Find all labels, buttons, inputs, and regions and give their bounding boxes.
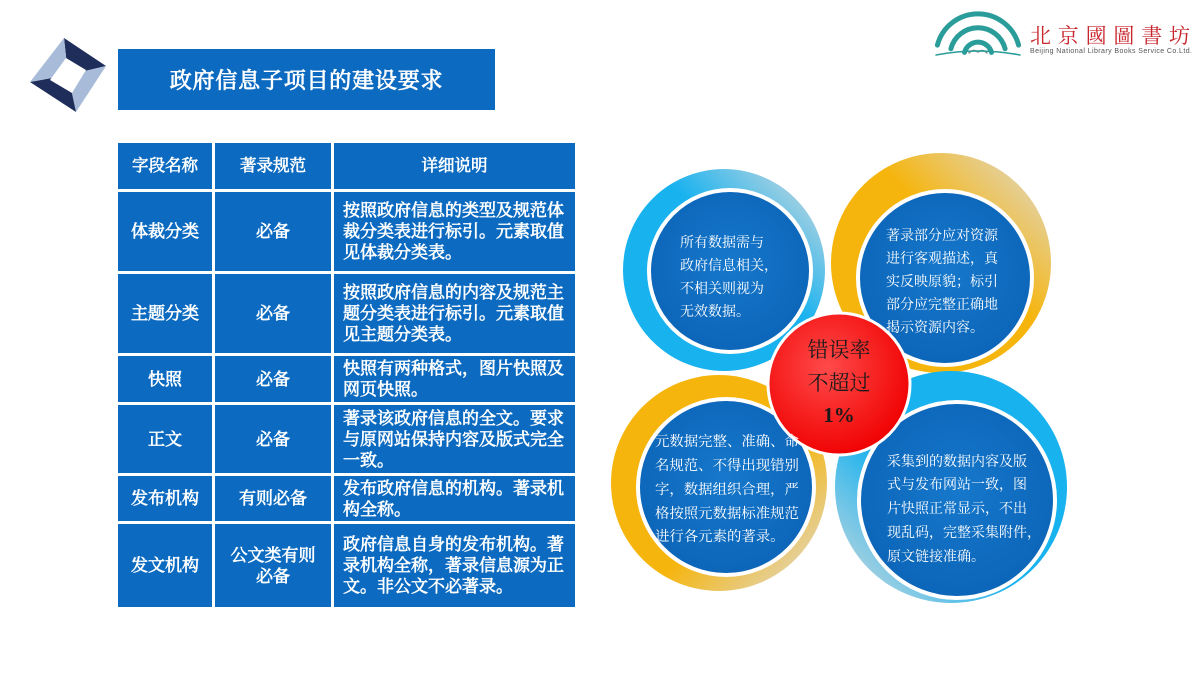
field-name: 发文机构 [131,556,199,575]
rule-value: 公文类有则必备 [230,545,316,586]
circle-text-line: 名规范、不得出现错别 [655,458,799,474]
detail-text: 按照政府信息的内容及规范主题分类表进行标引。元素取值见主题分类表。 [343,283,564,344]
circle-text-line: 现乱码，完整采集附件， [887,524,1041,540]
center-text-line: 1% [823,403,855,427]
table-cell-field [118,524,212,607]
header-rule: 著录规范 [240,156,306,175]
table-cell-detail [334,192,575,271]
rule-value: 必备 [256,304,290,323]
logo-arc-middle [951,28,1005,49]
table-header-cell [334,143,575,189]
detail-text: 按照政府信息的类型及规范体裁分类表进行标引。元素取值见体裁分类表。 [343,201,564,262]
center-text-line: 不超过 [807,371,871,395]
circle-text-line: 实反映原貌；标引 [886,273,998,289]
quality-requirements-diagram [600,140,1080,615]
table-cell-field [118,192,212,271]
logo-swoosh [936,51,1020,55]
diamond-arrows-icon [26,34,110,116]
circle-text-line: 式与发布网站一致，图 [887,476,1027,492]
table-cell-rule [215,192,331,271]
detail-text: 发布政府信息的机构。著录机构全称。 [343,478,564,519]
circle-text-line: 采集到的数据内容及版 [887,453,1027,469]
title-bar [118,49,495,110]
circle-text-line: 进行各元素的著录。 [655,529,785,545]
logo-name-cn: 北京國圖書坊 [1030,24,1190,48]
circle-text-line: 进行客观描述，真 [886,250,998,266]
circle-text-line: 部分应完整正确地 [886,296,998,312]
circle-text-line: 揭示资源内容。 [886,319,984,335]
table-cell-field [118,274,212,353]
requirements-table [118,143,575,607]
rule-value: 有则必备 [239,489,307,508]
center-text-line: 错误率 [807,338,871,362]
circle-text-line: 所有数据需与 [680,234,764,250]
table-cell-field [118,356,212,402]
circle-text-line: 字，数据组织合理，严 [655,482,799,498]
field-name: 体裁分类 [131,222,199,241]
rule-value: 必备 [256,222,290,241]
circle-text-line: 不相关则视为 [680,280,764,296]
circle-text-line: 原文链接准确。 [887,548,985,564]
page-title: 政府信息子项目的建设要求 [169,68,444,93]
header-detail: 详细说明 [421,156,488,175]
circle-text-line: 政府信息相关， [680,257,778,273]
signal-book-icon [936,14,1020,55]
circle-text-line: 格按照元数据标准规范 [655,506,799,522]
table-cell-field [118,476,212,521]
header-field-name: 字段名称 [132,156,198,175]
circle-text-line: 无效数据。 [680,303,750,319]
company-logo [930,6,1195,58]
circle-text-line: 片快照正常显示，不出 [887,500,1027,516]
table-cell-rule [215,524,331,607]
table-cell-detail [334,476,575,521]
table-header-cell [118,143,212,189]
table-cell-field [118,405,212,473]
table-cell-rule [215,405,331,473]
table-cell-rule [215,356,331,402]
table-cell-detail [334,405,575,473]
rule-value: 必备 [256,369,290,389]
circle-text-line: 元数据完整、准确、命 [655,434,799,450]
detail-text: 著录该政府信息的全文。要求与原网站保持内容及版式完全一致。 [343,408,564,470]
rule-value: 必备 [256,429,290,449]
logo-name-en: Beijing National Library Books Service Co.Ltd. [1030,48,1192,55]
field-name: 发布机构 [131,489,199,508]
detail-text: 快照有两种格式，图片快照及网页快照。 [343,359,564,399]
circle-text-line: 著录部分应对资源 [886,227,998,243]
table-cell-rule [215,274,331,353]
table-header-cell [215,143,331,189]
table-cell-detail [334,524,575,607]
table-cell-detail [334,274,575,353]
table-cell-rule [215,476,331,521]
detail-text: 政府信息自身的发布机构。著录机构全称，著录信息源为正文。非公文不必著录。 [343,535,564,596]
field-name: 快照 [148,369,182,389]
field-name: 正文 [148,429,182,449]
field-name: 主题分类 [131,304,199,323]
table-cell-detail [334,356,575,402]
